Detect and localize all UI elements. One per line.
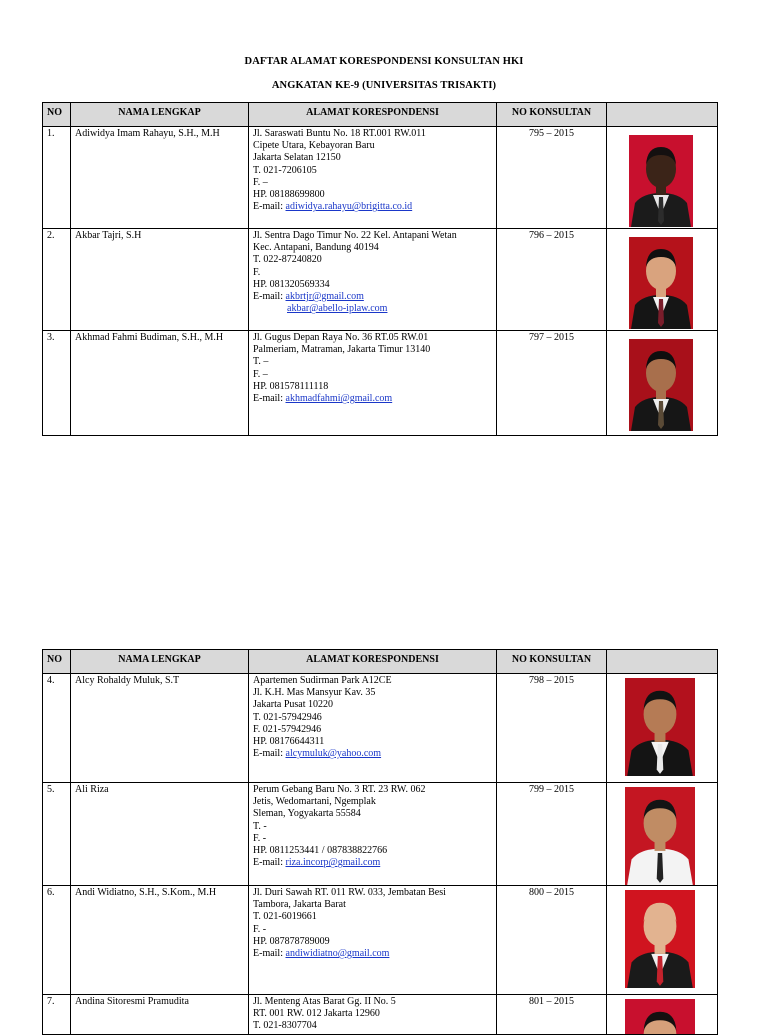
- address-line: Tambora, Jakarta Barat: [253, 899, 346, 911]
- header-photo: [607, 650, 718, 674]
- address-line: T. 021-6019661: [253, 911, 317, 923]
- address-line: F. 021-57942946: [253, 723, 322, 735]
- email-link[interactable]: alcymuluk@yahoo.com: [285, 748, 382, 760]
- address-line: F.: [253, 266, 261, 278]
- table-row: [43, 886, 718, 995]
- consultant-number: 801 – 2015: [497, 995, 607, 1035]
- address-cell: [249, 995, 497, 1035]
- photo-cell: [607, 995, 718, 1035]
- address-line: RT. 001 RW. 012 Jakarta 12960: [253, 1008, 380, 1020]
- portrait-photo: [629, 339, 693, 431]
- address-cell: [249, 886, 497, 995]
- address-line: HP. 081578111118: [253, 380, 329, 392]
- address-line: F. -: [253, 832, 267, 844]
- portrait-photo: [625, 999, 695, 1035]
- address-line: T. 021-57942946: [253, 711, 322, 723]
- header-alamat: ALAMAT KORESPONDENSI: [249, 103, 497, 127]
- address-cell: [249, 331, 497, 436]
- photo-cell: [607, 674, 718, 783]
- email-label: E-mail:: [253, 748, 286, 760]
- header-konsultan: NO KONSULTAN: [497, 650, 607, 674]
- address-line: F. –: [253, 368, 268, 380]
- address-line: Jetis, Wedomartani, Ngemplak: [253, 796, 376, 808]
- portrait-photo: [629, 237, 693, 329]
- email-link[interactable]: adiwidya.rahayu@brigitta.co.id: [285, 201, 413, 213]
- address-line: Palmeriam, Matraman, Jakarta Timur 13140: [253, 344, 431, 356]
- address-line: Kec. Antapani, Bandung 40194: [253, 242, 379, 254]
- consultant-name: Andi Widiatno, S.H., S.Kom., M.H: [71, 886, 249, 995]
- consultant-name: Adiwidya Imam Rahayu, S.H., M.H: [71, 127, 249, 229]
- photo-cell: [607, 229, 718, 331]
- email-label: E-mail:: [253, 291, 286, 303]
- portrait-photo: [625, 890, 695, 988]
- address-line: Jl. Saraswati Buntu No. 18 RT.001 RW.011: [253, 128, 426, 139]
- table-header-row: [43, 650, 718, 674]
- address-line: HP. 087878789009: [253, 935, 330, 947]
- email-line: [253, 857, 492, 869]
- table-row: [43, 229, 718, 331]
- row-number: 1.: [43, 127, 71, 229]
- consultant-number: 798 – 2015: [497, 674, 607, 783]
- consultant-number: 795 – 2015: [497, 127, 607, 229]
- email-line: [253, 948, 492, 960]
- consultant-name: Ali Riza: [71, 783, 249, 886]
- address-line: Jl. Menteng Atas Barat Gg. II No. 5: [253, 996, 396, 1007]
- address-cell: [249, 783, 497, 886]
- consultant-number: 797 – 2015: [497, 331, 607, 436]
- address-line: HP. 08188699800: [253, 189, 325, 201]
- consultant-table-1: [42, 102, 718, 436]
- consultant-name: Andina Sitoresmi Pramudita: [71, 995, 249, 1035]
- table-row: [43, 995, 718, 1035]
- address-line: Sleman, Yogyakarta 55584: [253, 808, 361, 820]
- address-line: Cipete Utara, Kebayoran Baru: [253, 140, 375, 152]
- address-line: T. 021-7206105: [253, 164, 317, 176]
- row-number: 4.: [43, 674, 71, 783]
- address-line: Jakarta Pusat 10220: [253, 699, 333, 711]
- email-link[interactable]: andiwidiatno@gmail.com: [285, 948, 390, 960]
- address-line: T. -: [253, 820, 267, 832]
- consultant-number: 796 – 2015: [497, 229, 607, 331]
- email-line: [253, 393, 492, 405]
- consultant-number: 800 – 2015: [497, 886, 607, 995]
- address-line: Jl. Gugus Depan Raya No. 36 RT.05 RW.01: [253, 332, 429, 343]
- row-number: 5.: [43, 783, 71, 886]
- row-number: 2.: [43, 229, 71, 331]
- header-alamat: ALAMAT KORESPONDENSI: [249, 650, 497, 674]
- address-line: Jl. K.H. Mas Mansyur Kav. 35: [253, 687, 376, 699]
- address-line: Jl. Duri Sawah RT. 011 RW. 033, Jembatan Besi: [253, 887, 446, 898]
- email-label: E-mail:: [253, 948, 286, 960]
- header-nama: NAMA LENGKAP: [71, 650, 249, 674]
- email-label: E-mail:: [253, 201, 286, 213]
- address-line: Jakarta Selatan 12150: [253, 152, 341, 164]
- table-row: [43, 127, 718, 229]
- table-header-row: [43, 103, 718, 127]
- address-line: HP. 08176644311: [253, 736, 325, 748]
- address-line: T. 021-8307704: [253, 1020, 317, 1032]
- consultant-name: Akbar Tajri, S.H: [71, 229, 249, 331]
- email-line: [253, 291, 492, 303]
- portrait-photo: [629, 135, 693, 227]
- address-line: F. –: [253, 176, 268, 188]
- consultant-name: Akhmad Fahmi Budiman, S.H., M.H: [71, 331, 249, 436]
- address-cell: [249, 674, 497, 783]
- email-line: [253, 748, 492, 760]
- table-row: [43, 331, 718, 436]
- header-no: NO: [43, 103, 71, 127]
- header-konsultan: NO KONSULTAN: [497, 103, 607, 127]
- address-cell: [249, 127, 497, 229]
- document-title: DAFTAR ALAMAT KORESPONDENSI KONSULTAN HKI: [244, 56, 524, 67]
- header-photo: [607, 103, 718, 127]
- consultant-table-2: [42, 649, 718, 1035]
- address-line: T. 022-87240820: [253, 254, 322, 266]
- header-nama: NAMA LENGKAP: [71, 103, 249, 127]
- address-line: HP. 0811253441 / 087838822766: [253, 845, 388, 857]
- photo-cell: [607, 886, 718, 995]
- consultant-number: 799 – 2015: [497, 783, 607, 886]
- address-line: Perum Gebang Baru No. 3 RT. 23 RW. 062: [253, 784, 426, 795]
- row-number: 3.: [43, 331, 71, 436]
- address-line: Apartemen Sudirman Park A12CE: [253, 675, 392, 686]
- address-line: Jl. Sentra Dago Timur No. 22 Kel. Antapani Wetan: [253, 230, 457, 241]
- row-number: 7.: [43, 995, 71, 1035]
- address-line: F. -: [253, 923, 267, 935]
- portrait-photo: [625, 678, 695, 776]
- table-row: [43, 674, 718, 783]
- address-line: T. –: [253, 356, 269, 368]
- email-link[interactable]: riza.incorp@gmail.com: [285, 857, 381, 869]
- email-link[interactable]: akbar@abello-iplaw.com: [287, 303, 388, 315]
- photo-cell: [607, 783, 718, 886]
- table-row: [43, 783, 718, 886]
- email-label: E-mail:: [253, 857, 286, 869]
- email-link[interactable]: akhmadfahmi@gmail.com: [285, 393, 393, 405]
- photo-cell: [607, 331, 718, 436]
- photo-cell: [607, 127, 718, 229]
- document-subtitle: ANGKATAN KE-9 (UNIVERSITAS TRISAKTI): [271, 80, 497, 91]
- email-line: [253, 201, 492, 213]
- email-link[interactable]: akbrtjr@gmail.com: [285, 291, 364, 303]
- header-no: NO: [43, 650, 71, 674]
- portrait-photo: [625, 787, 695, 885]
- address-line: HP. 081320569334: [253, 278, 330, 290]
- row-number: 6.: [43, 886, 71, 995]
- consultant-name: Alcy Rohaldy Muluk, S.T: [71, 674, 249, 783]
- address-cell: [249, 229, 497, 331]
- email-label: E-mail:: [253, 393, 286, 405]
